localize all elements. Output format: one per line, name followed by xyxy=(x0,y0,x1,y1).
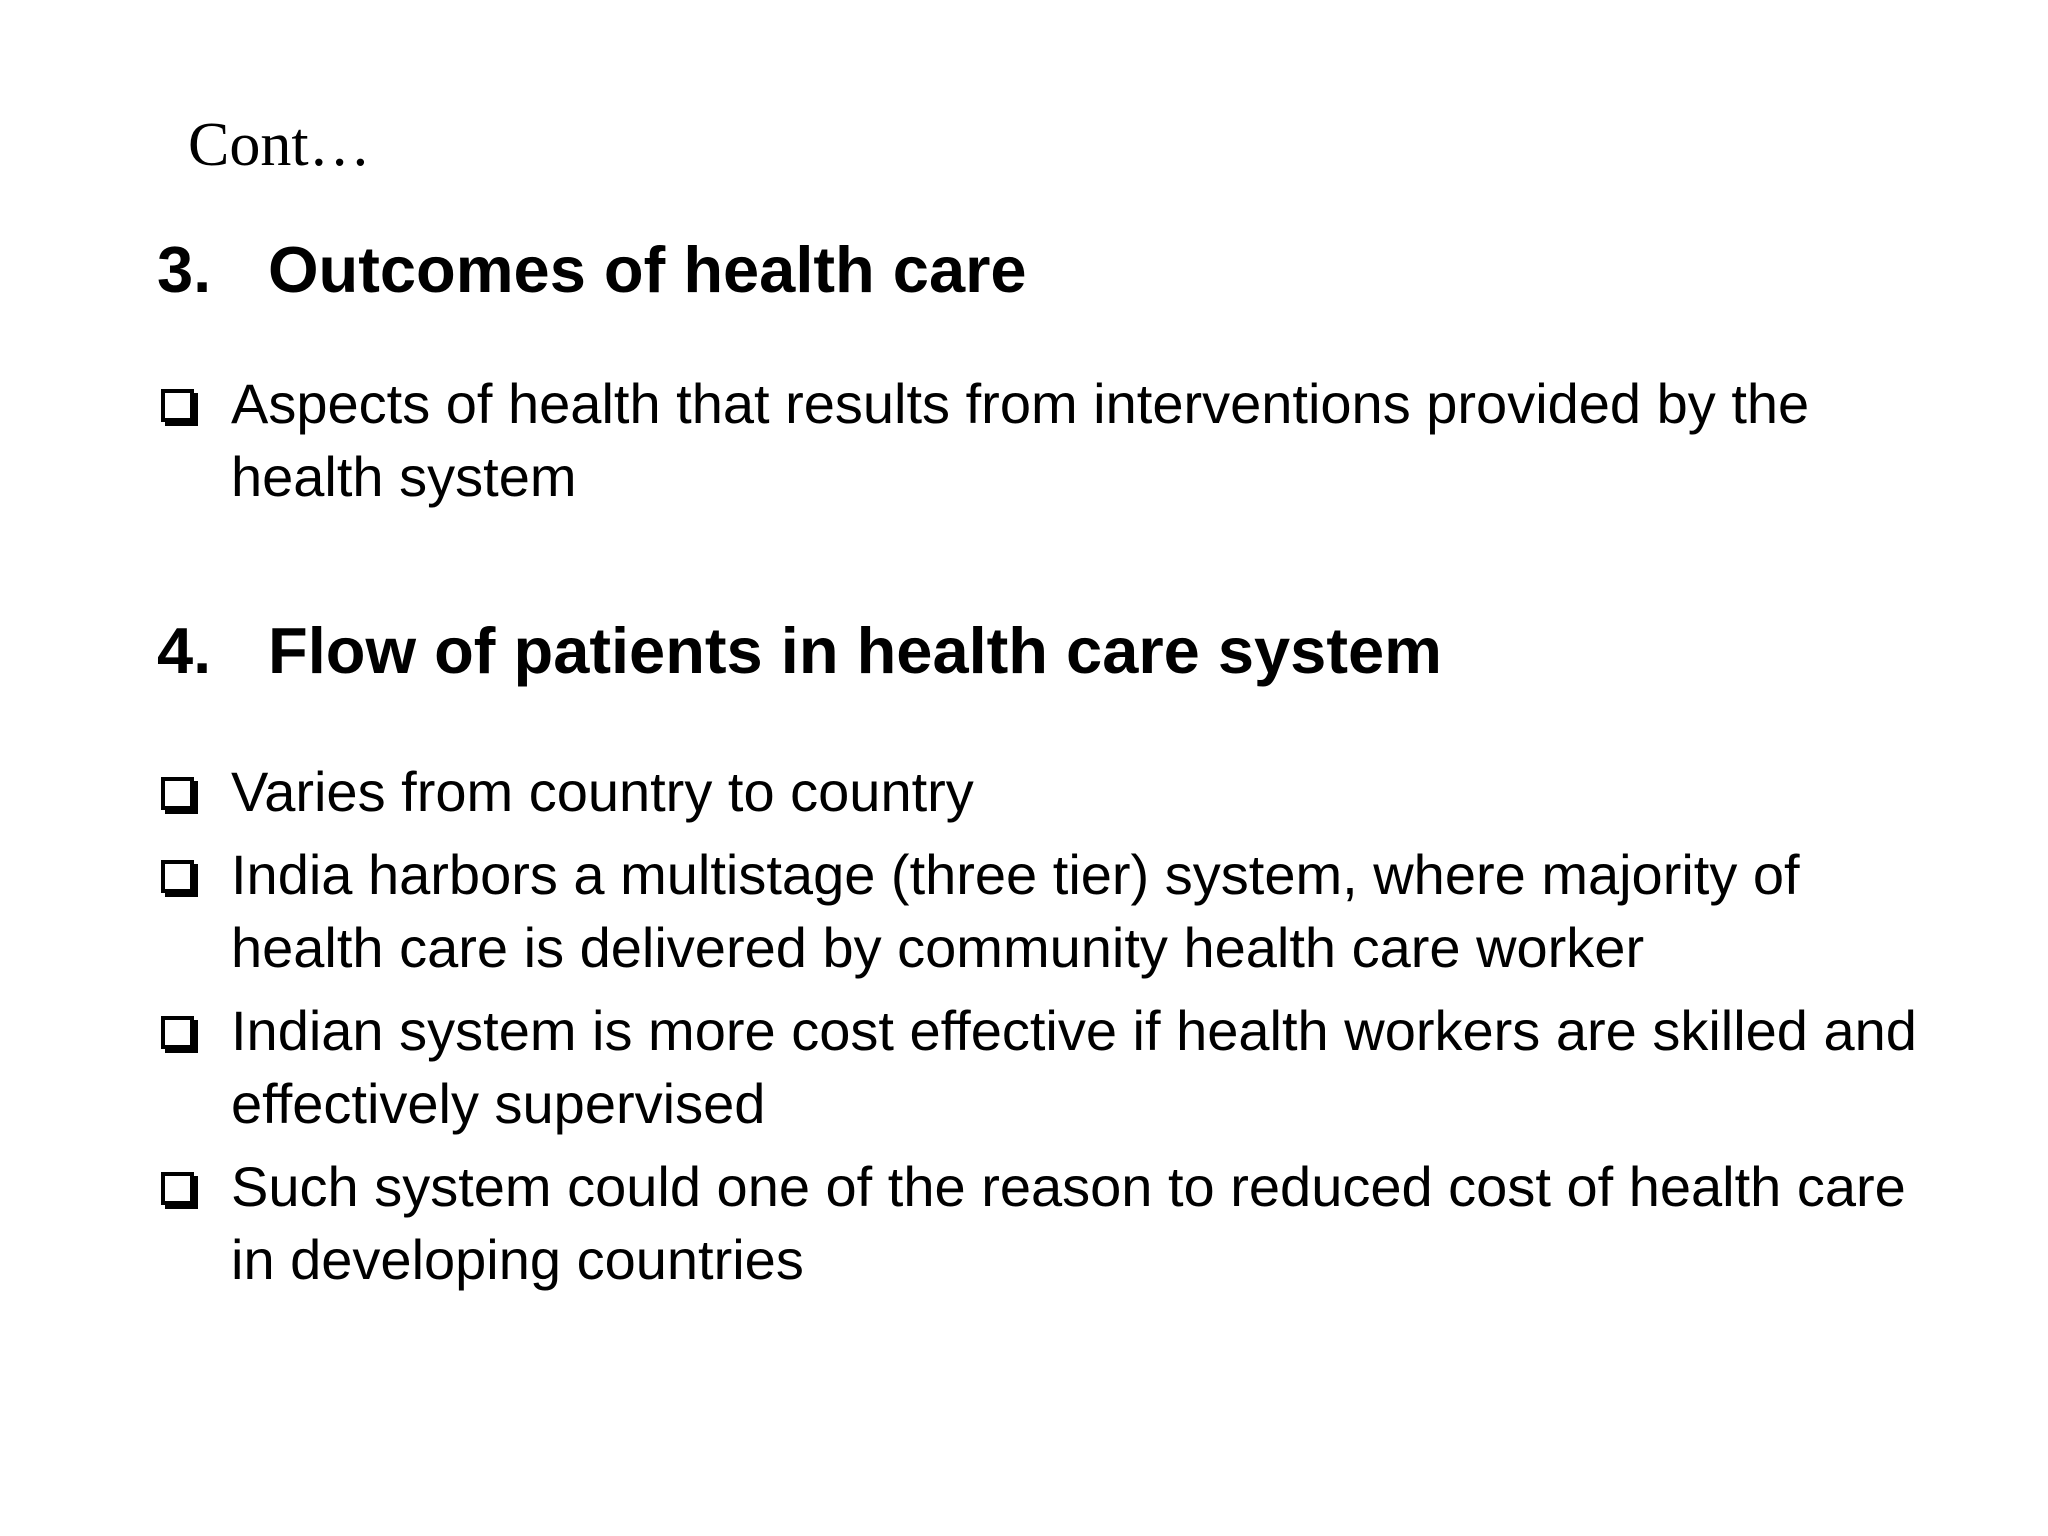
continued-label: Cont… xyxy=(188,111,371,179)
list-item xyxy=(157,994,1917,1140)
section-3-number: 3. xyxy=(157,233,212,306)
checkbox-square-icon xyxy=(161,1172,194,1205)
section-4-heading xyxy=(157,613,1442,689)
bullet-text: Aspects of health that results from interventions provided by the health system xyxy=(231,372,1810,508)
bullet-text: Varies from country to country xyxy=(231,760,974,823)
list-item xyxy=(157,755,1917,828)
list-item xyxy=(157,1150,1917,1296)
bullet-text: Indian system is more cost effective if health workers are skilled and effectively supervised xyxy=(231,999,1917,1135)
list-item xyxy=(157,367,1917,513)
checkbox-square-icon xyxy=(161,1016,194,1049)
section-3-title: Outcomes of health care xyxy=(268,233,1027,306)
section-4-bullet-list xyxy=(157,755,1917,1306)
section-3-heading xyxy=(157,232,1027,308)
checkbox-square-icon xyxy=(161,389,194,422)
section-4-number: 4. xyxy=(157,614,212,687)
list-item xyxy=(157,838,1917,984)
section-3-bullet-list xyxy=(157,367,1917,523)
checkbox-square-icon xyxy=(161,860,194,893)
bullet-text: Such system could one of the reason to reduced cost of health care in developing countries xyxy=(231,1155,1906,1291)
bullet-text: India harbors a multistage (three tier) system, where majority of health care is delivered by community health care worker xyxy=(231,843,1800,979)
checkbox-square-icon xyxy=(161,777,194,810)
section-4-title: Flow of patients in health care system xyxy=(268,614,1442,687)
